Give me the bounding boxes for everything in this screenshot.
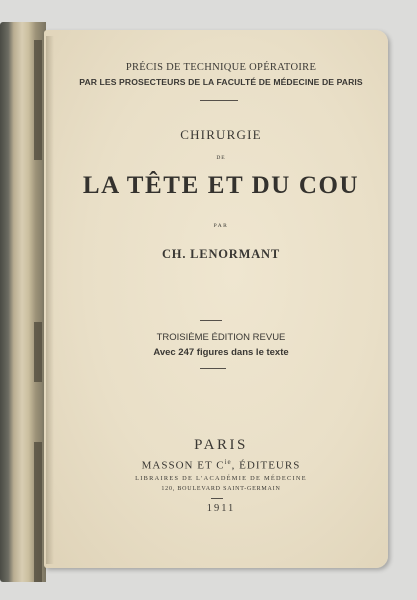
divider <box>200 320 222 321</box>
author-name: CH. LENORMANT <box>161 247 281 261</box>
divider <box>200 100 238 101</box>
book-spine <box>0 22 46 582</box>
series-title: PRÉCIS DE TECHNIQUE OPÉRATOIRE <box>125 62 317 73</box>
spine-wear <box>34 442 42 582</box>
divider <box>200 368 226 369</box>
series-subtitle: PAR LES PROSECTEURS DE LA FACULTÉ DE MÉDECINE DE PARIS <box>79 77 363 87</box>
spine-wear <box>34 322 42 382</box>
publisher-affiliation: LIBRAIRES DE L'ACADÉMIE DE MÉDECINE <box>135 475 307 482</box>
book-title: LA TÊTE ET DU COU <box>82 172 360 199</box>
preposition-de: DE <box>216 155 226 161</box>
imprint-city: PARIS <box>194 437 248 453</box>
publisher-name: MASSON ET $C^{ie}$, ÉDITEURS <box>141 458 301 472</box>
subject-heading: CHIRURGIE <box>180 127 262 142</box>
divider <box>211 498 223 499</box>
edition-note: TROISIÈME ÉDITION REVUE <box>156 332 286 343</box>
publication-year: 1911 <box>206 503 236 514</box>
spine-wear <box>34 40 42 160</box>
gutter-shadow <box>46 36 54 564</box>
preposition-par: PAR <box>213 223 229 229</box>
publisher-address: 120, BOULEVARD SAINT-GERMAIN <box>161 486 281 492</box>
figures-note: Avec 247 figures dans le texte <box>153 347 289 358</box>
